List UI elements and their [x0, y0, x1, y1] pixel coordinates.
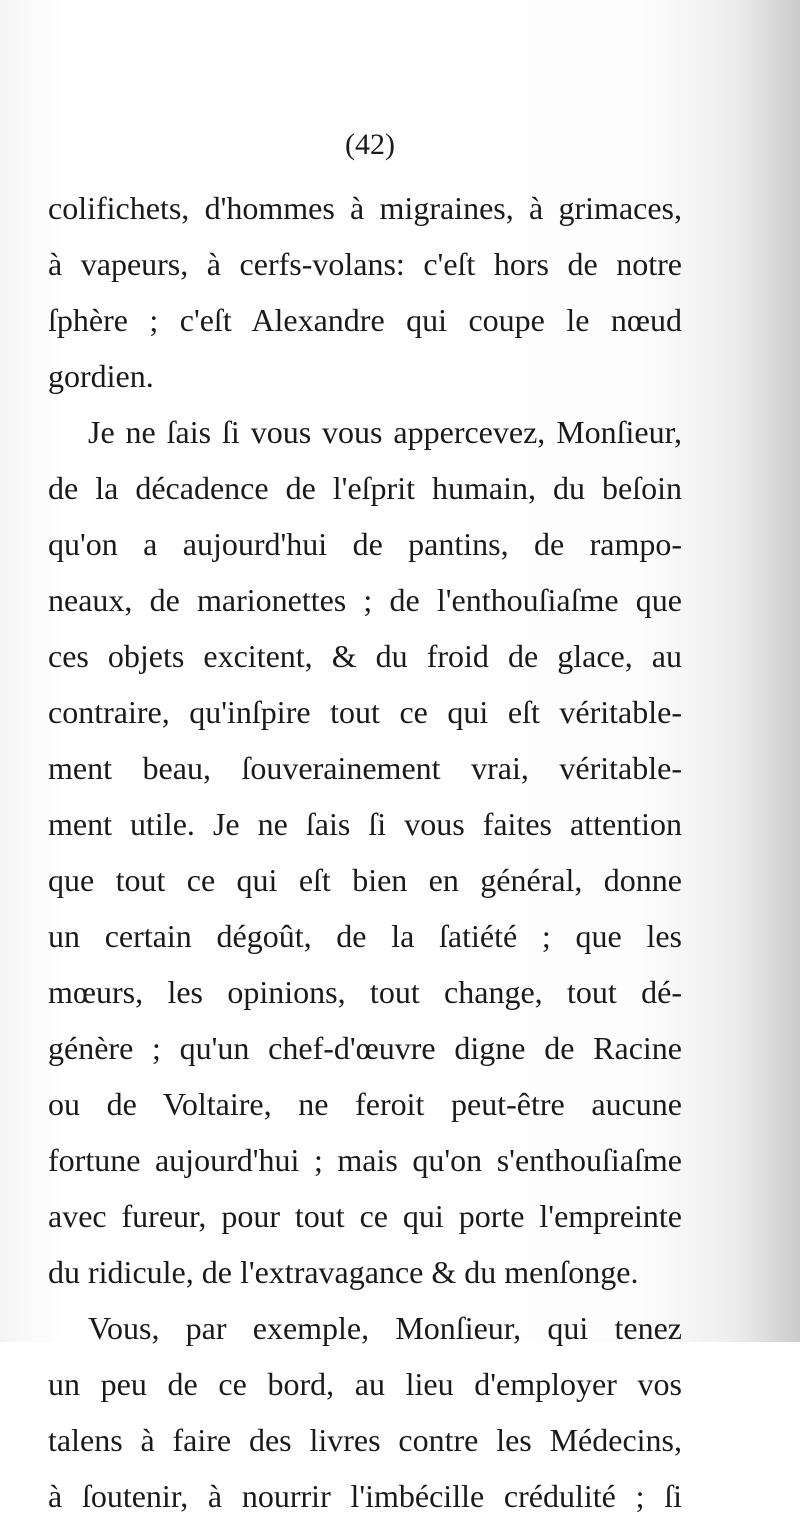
text-line: génère ; qu'un chef-d'œuvre digne de Racine [48, 1030, 682, 1066]
text-line: à vapeurs, à cerfs-volans: c'eſt hors de notre [48, 246, 682, 282]
paragraph-start-line: Vous, par exemple, Monſieur, qui tenez [88, 1310, 682, 1346]
text-line: ou de Voltaire, ne feroit peut-être aucune [48, 1086, 682, 1122]
text-line: fortune aujourd'hui ; mais qu'on s'enthouſiaſme [48, 1142, 682, 1178]
text-line: mœurs, les opinions, tout change, tout dé- [48, 974, 682, 1010]
text-line: à ſoutenir, à nourrir l'imbécille crédulité ; ſi [48, 1478, 682, 1514]
text-line: avec fureur, pour tout ce qui porte l'empreinte [48, 1198, 682, 1234]
text-line: que tout ce qui eſt bien en général, donne [48, 862, 682, 898]
text-line: contraire, qu'inſpire tout ce qui eſt véritable- [48, 694, 682, 730]
text-line: colifichets, d'hommes à migraines, à grimaces, [48, 190, 682, 226]
text-line: ment utile. Je ne ſais ſi vous faites attention [48, 806, 682, 842]
text-line: talens à faire des livres contre les Médecins, [48, 1422, 682, 1458]
body-text [48, 180, 682, 1524]
text-line: ces objets excitent, & du froid de glace, au [48, 638, 682, 674]
text-line: ment beau, ſouverainement vrai, véritable- [48, 750, 682, 786]
text-line: ſphère ; c'eſt Alexandre qui coupe le nœud [48, 302, 682, 338]
page-number: (42) [345, 128, 395, 161]
text-line: qu'on a aujourd'hui de pantins, de rampo- [48, 526, 682, 562]
text-line: neaux, de marionettes ; de l'enthouſiaſme que [48, 582, 682, 618]
text-line: du ridicule, de l'extravagance & du menſonge. [48, 1254, 639, 1290]
page-edge-shadow [730, 0, 800, 1342]
text-line: un certain dégoût, de la ſatiété ; que les [48, 918, 682, 954]
text-line: gordien. [48, 358, 154, 394]
text-line: un peu de ce bord, au lieu d'employer vos [48, 1366, 682, 1402]
text-line: de la décadence de l'eſprit humain, du beſoin [48, 470, 682, 506]
paragraph-start-line: Je ne ſais ſi vous vous appercevez, Monſieur, [88, 414, 682, 450]
